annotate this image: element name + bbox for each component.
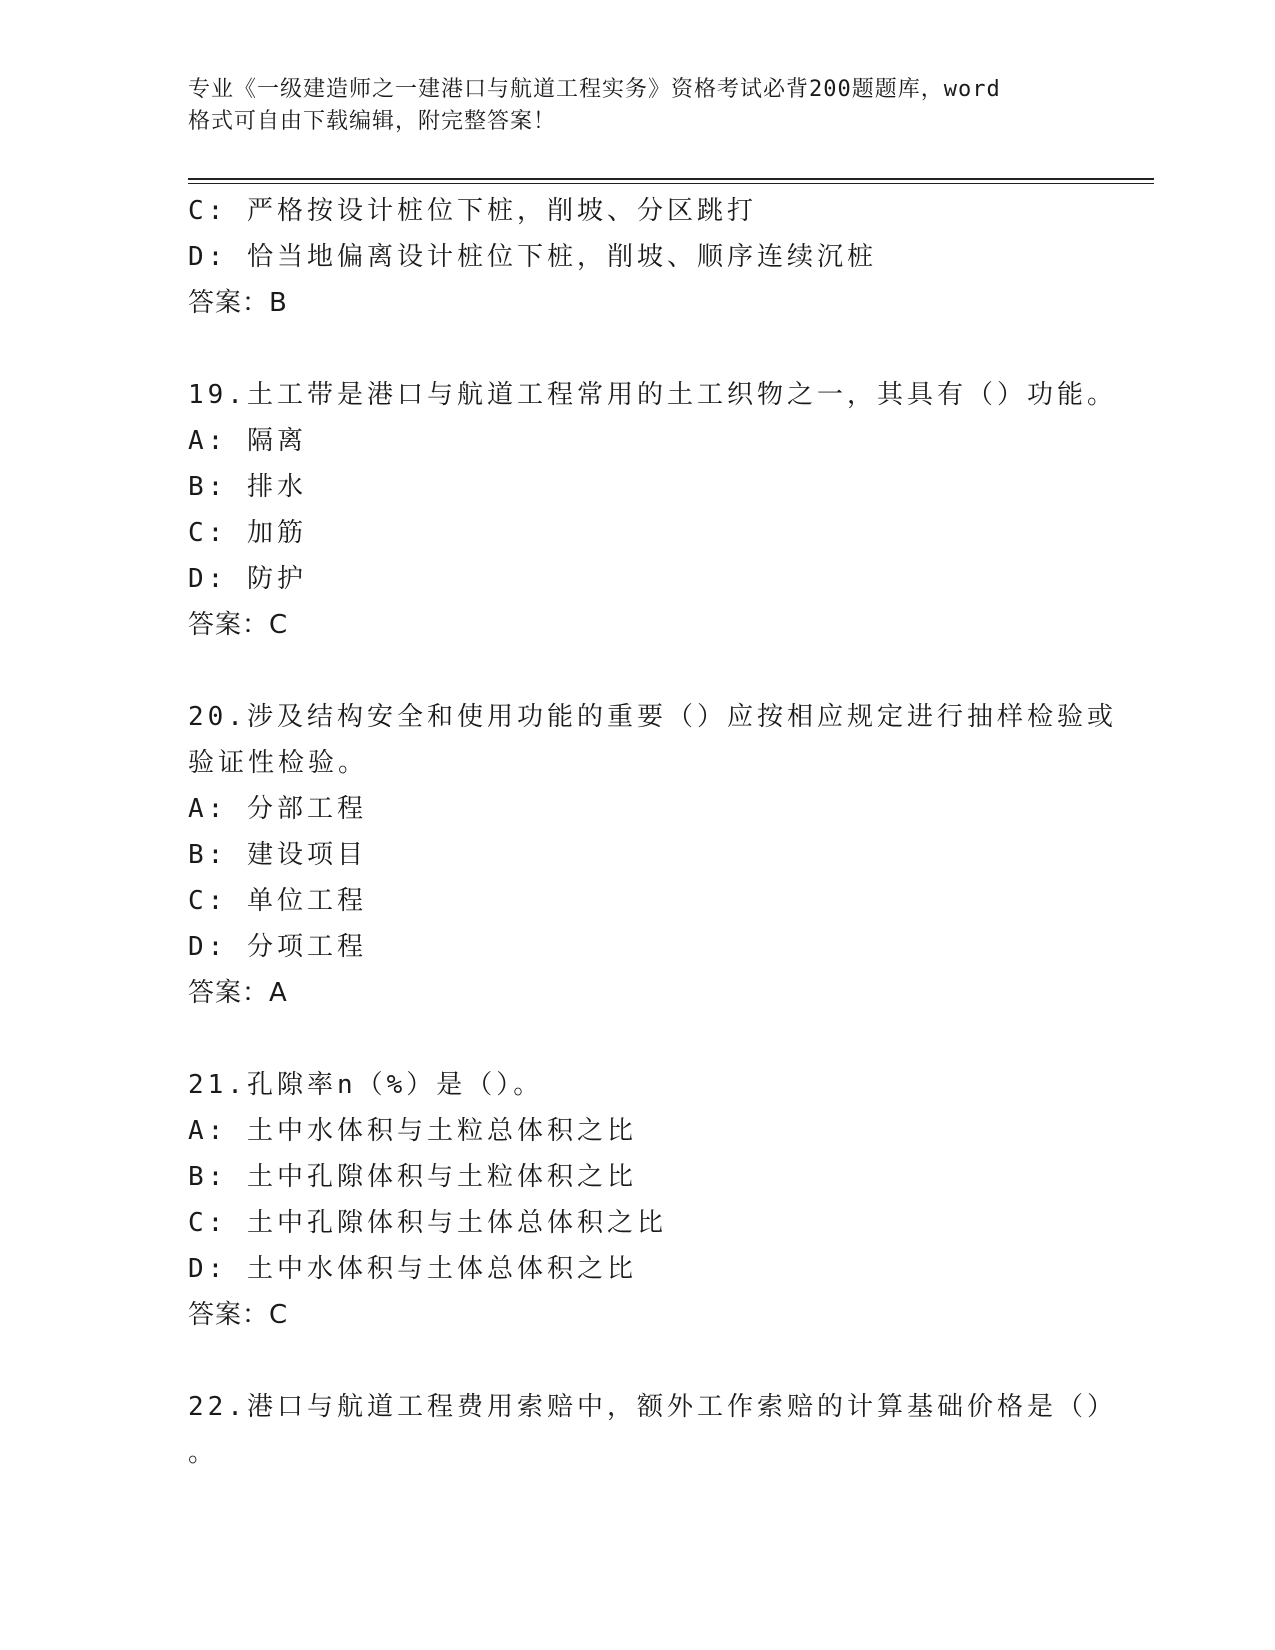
header-divider-thick — [188, 178, 1154, 180]
question-20 — [188, 694, 1117, 1016]
spacer — [188, 326, 1088, 372]
question-19 — [188, 372, 1117, 648]
option-b: B: 建设项目 — [188, 840, 367, 870]
option-b: B: 土中孔隙体积与土粒体积之比 — [188, 1162, 637, 1192]
answer: 答案：C — [188, 1300, 289, 1330]
spacer — [188, 1338, 1088, 1384]
question-stem: 21.孔隙率n（%）是（）。 — [188, 1070, 544, 1100]
question-stem: 19.土工带是港口与航道工程常用的土工织物之一，其具有（）功能。 — [188, 380, 1117, 410]
question-list — [188, 188, 1117, 1476]
question-stem-line-1: 22.港口与航道工程费用索赔中，额外工作索赔的计算基础价格是（） — [188, 1392, 1117, 1422]
question-stem-line-2: 。 — [188, 1438, 219, 1468]
option-d: D: 防护 — [188, 564, 307, 594]
question-18-continued — [188, 188, 1088, 326]
spacer — [188, 1016, 1088, 1062]
option-c: C: 加筋 — [188, 518, 307, 548]
question-22 — [188, 1384, 1117, 1476]
option-d: D: 恰当地偏离设计桩位下桩，削坡、顺序连续沉桩 — [188, 242, 877, 272]
option-c: C: 土中孔隙体积与土体总体积之比 — [188, 1208, 667, 1238]
answer: 答案：C — [188, 610, 289, 640]
option-d: D: 土中水体积与土体总体积之比 — [188, 1254, 637, 1284]
spacer — [188, 648, 1088, 694]
document-header — [188, 74, 1068, 138]
header-title-line-1: 专业《一级建造师之一建港口与航道工程实务》资格考试必背200题题库，word — [188, 77, 1001, 102]
option-d: D: 分项工程 — [188, 932, 367, 962]
header-title-line-2: 格式可自由下载编辑，附完整答案！ — [188, 109, 557, 134]
option-a: A: 土中水体积与土粒总体积之比 — [188, 1116, 637, 1146]
answer: 答案：A — [188, 978, 288, 1008]
option-a: A: 分部工程 — [188, 794, 367, 824]
question-stem-line-2: 验证性检验。 — [188, 748, 369, 778]
question-21 — [188, 1062, 1088, 1338]
option-b: B: 排水 — [188, 472, 307, 502]
answer: 答案：B — [188, 288, 288, 318]
option-a: A: 隔离 — [188, 426, 307, 456]
header-divider-thin — [188, 183, 1154, 184]
option-c: C: 单位工程 — [188, 886, 367, 916]
question-stem-line-1: 20.涉及结构安全和使用功能的重要（）应按相应规定进行抽样检验或 — [188, 702, 1117, 732]
option-c: C: 严格按设计桩位下桩，削坡、分区跳打 — [188, 196, 757, 226]
